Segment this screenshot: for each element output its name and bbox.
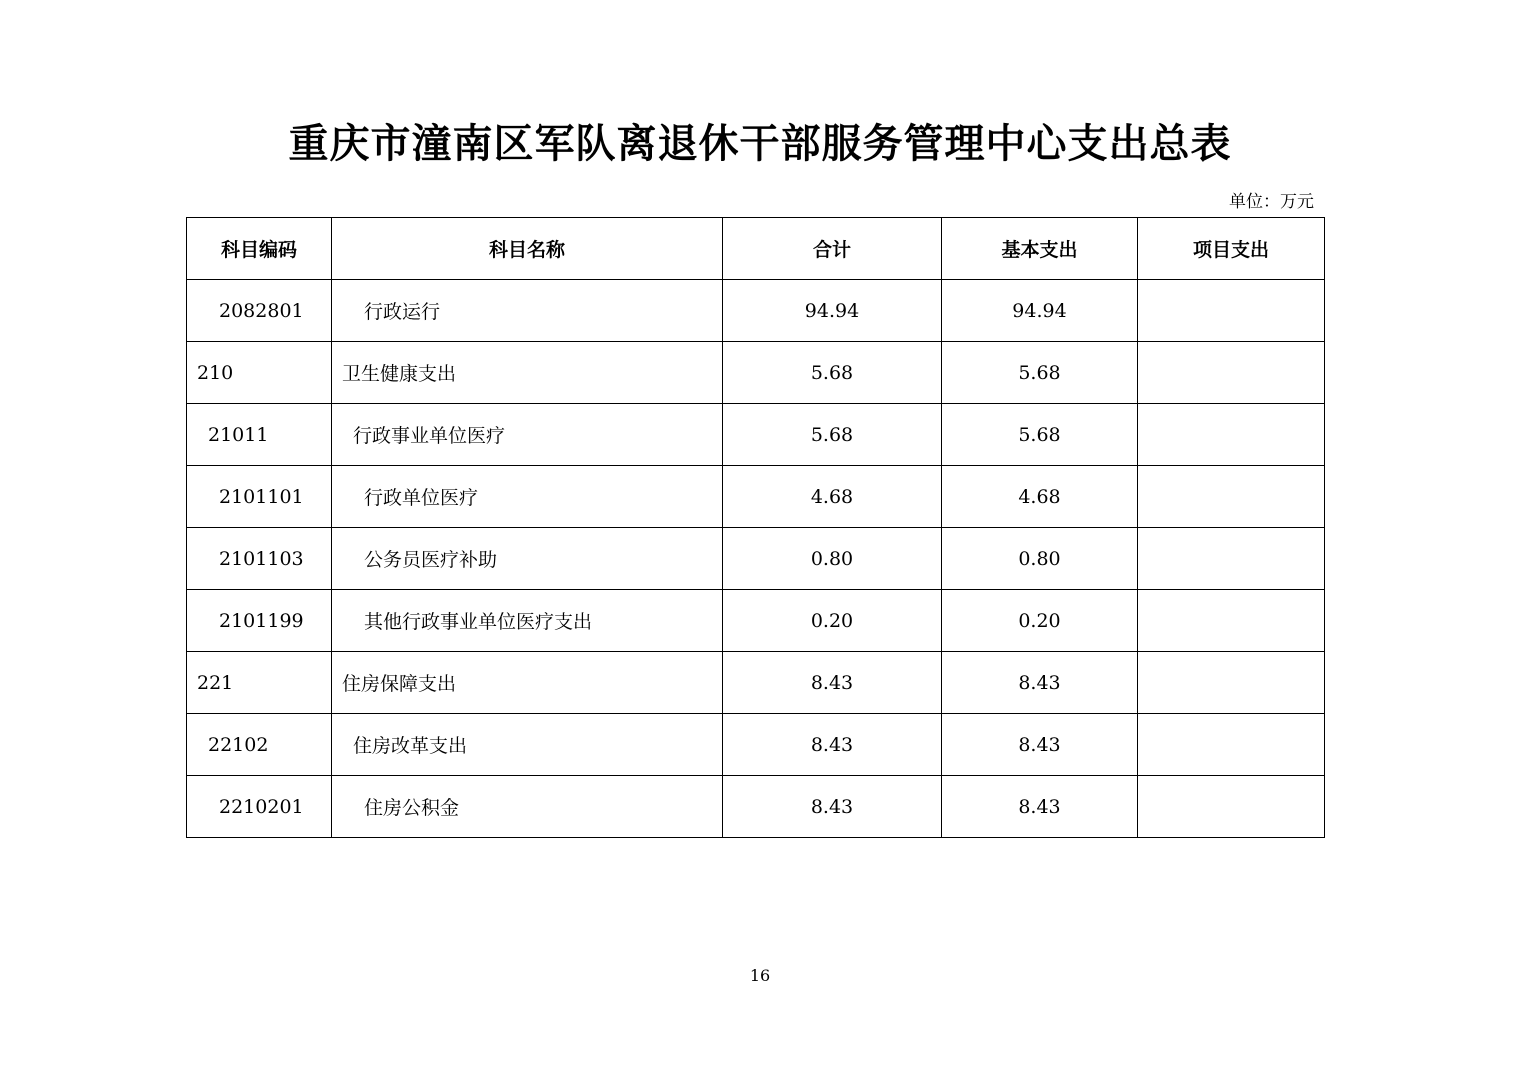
cell-total: 0.80 (723, 528, 942, 590)
cell-name: 住房保障支出 (332, 652, 723, 714)
cell-basic: 8.43 (942, 776, 1138, 838)
table-row (187, 466, 1325, 528)
cell-name: 公务员医疗补助 (332, 528, 723, 590)
cell-total: 5.68 (723, 342, 942, 404)
header-code: 科目编码 (187, 218, 332, 280)
cell-code: 2101199 (187, 590, 332, 652)
table-row (187, 280, 1325, 342)
cell-project (1138, 466, 1325, 528)
cell-code: 221 (187, 652, 332, 714)
cell-basic: 8.43 (942, 652, 1138, 714)
cell-code: 2082801 (187, 280, 332, 342)
table-row (187, 590, 1325, 652)
cell-code: 22102 (187, 714, 332, 776)
unit-label: 单位：万元 (1229, 192, 1314, 212)
table-body (187, 280, 1325, 838)
cell-total: 5.68 (723, 404, 942, 466)
cell-project (1138, 280, 1325, 342)
cell-name: 行政运行 (332, 280, 723, 342)
page-number: 16 (749, 966, 771, 985)
cell-code: 210 (187, 342, 332, 404)
table-header-row (187, 218, 1325, 280)
cell-basic: 5.68 (942, 342, 1138, 404)
cell-project (1138, 404, 1325, 466)
cell-total: 94.94 (723, 280, 942, 342)
cell-total: 8.43 (723, 714, 942, 776)
table-row (187, 404, 1325, 466)
cell-code: 2210201 (187, 776, 332, 838)
cell-name: 住房公积金 (332, 776, 723, 838)
cell-name: 行政事业单位医疗 (332, 404, 723, 466)
cell-project (1138, 652, 1325, 714)
page-title: 重庆市潼南区军队离退休干部服务管理中心支出总表 (288, 121, 1232, 167)
cell-basic: 94.94 (942, 280, 1138, 342)
expenditure-table (186, 217, 1325, 838)
table-row (187, 342, 1325, 404)
cell-total: 8.43 (723, 652, 942, 714)
table-row (187, 528, 1325, 590)
cell-basic: 5.68 (942, 404, 1138, 466)
table-row (187, 776, 1325, 838)
cell-code: 21011 (187, 404, 332, 466)
cell-total: 8.43 (723, 776, 942, 838)
cell-code: 2101101 (187, 466, 332, 528)
cell-project (1138, 342, 1325, 404)
table-row (187, 652, 1325, 714)
cell-project (1138, 776, 1325, 838)
cell-basic: 0.20 (942, 590, 1138, 652)
header-basic: 基本支出 (942, 218, 1138, 280)
cell-project (1138, 590, 1325, 652)
header-name: 科目名称 (332, 218, 723, 280)
cell-name: 行政单位医疗 (332, 466, 723, 528)
cell-basic: 0.80 (942, 528, 1138, 590)
cell-basic: 8.43 (942, 714, 1138, 776)
cell-name: 卫生健康支出 (332, 342, 723, 404)
cell-code: 2101103 (187, 528, 332, 590)
header-total: 合计 (723, 218, 942, 280)
cell-total: 0.20 (723, 590, 942, 652)
header-project: 项目支出 (1138, 218, 1325, 280)
table-row (187, 714, 1325, 776)
cell-project (1138, 714, 1325, 776)
cell-name: 住房改革支出 (332, 714, 723, 776)
cell-name: 其他行政事业单位医疗支出 (332, 590, 723, 652)
cell-project (1138, 528, 1325, 590)
cell-basic: 4.68 (942, 466, 1138, 528)
cell-total: 4.68 (723, 466, 942, 528)
